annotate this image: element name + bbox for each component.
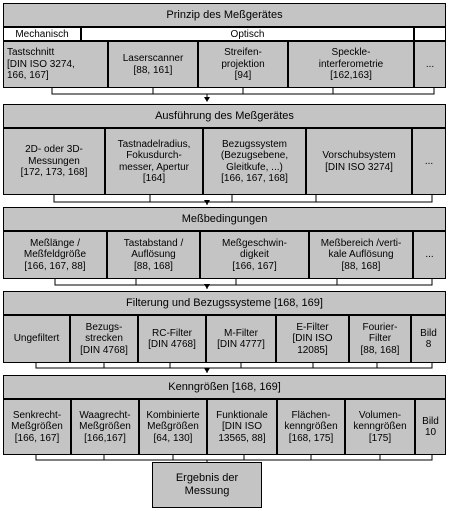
arrow-4 [204, 368, 210, 373]
cell-rc-filter: RC-Filter [DIN 4768] [138, 315, 206, 363]
result-box: Ergebnis der Messung [152, 462, 262, 508]
cell-ungefiltert: Ungefiltert [3, 315, 70, 363]
bracket-5 [36, 455, 432, 460]
block4-header: Filterung und Bezugssysteme [168, 169] [3, 291, 446, 315]
cell-senkrecht: Senkrecht- Meßgrößen [166, 167] [3, 399, 71, 455]
cell-funktionale: Funktionale [DIN ISO 13565, 88] [207, 399, 277, 455]
cell-m-filter: M-Filter [DIN 4777] [206, 315, 276, 363]
cell-messbereich: Meßbereich /verti- kale Auflösung [88, 168] [309, 231, 413, 279]
cell-bild-8: Bild 8 [411, 315, 446, 363]
cell-tastschnitt: Tastschnitt [DIN ISO 3274, 166, 167] [3, 41, 108, 88]
bracket-3 [55, 279, 432, 285]
cell-laserscanner: Laserscanner [88, 161] [108, 41, 198, 88]
group-mechanisch: Mechanisch [3, 27, 81, 41]
block1-header: Prinzip des Meßgerätes [3, 3, 446, 27]
cell-streifenprojektion: Streifen- projektion [94] [198, 41, 288, 88]
cell-more-3: ... [413, 231, 446, 279]
cell-fourier-filter: Fourier- Filter [88, 168] [349, 315, 411, 363]
cell-e-filter: E-Filter [DIN ISO 12085] [276, 315, 349, 363]
cell-2d3d: 2D- oder 3D- Messungen [172, 173, 168] [3, 128, 105, 195]
cell-more-1: ... [414, 41, 446, 88]
cell-bezugsstrecken: Bezugs- strecken [DIN 4768] [70, 315, 138, 363]
cell-bezugssystem: Bezugssystem (Bezugsebene, Gleitkufe, ...) [166, 167, 168] [203, 128, 306, 195]
block2-header: Ausführung des Meßgerätes [3, 104, 446, 128]
group-empty [414, 27, 446, 41]
cell-messlaenge: Meßlänge / Meßfeldgröße [166, 167, 88] [3, 231, 107, 279]
cell-tastnadelradius: Tastnadelradius, Fokusdurch- messer, Apertur [164] [105, 128, 203, 195]
cell-bild-10: Bild 10 [415, 399, 446, 455]
cell-flaechenkenngroessen: Flächen- kenngrößen [168, 175] [277, 399, 345, 455]
cell-speckle: Speckle- interferometrie [162,163] [288, 41, 414, 88]
group-optisch: Optisch [81, 27, 414, 41]
cell-waagrecht: Waagrecht- Meßgrößen [166,167] [71, 399, 139, 455]
cell-more-2: ... [412, 128, 446, 195]
block3-header: Meßbedingungen [3, 207, 446, 231]
bracket-2 [54, 195, 432, 202]
arrow-1 [204, 97, 210, 102]
cell-vorschubsystem: Vorschubsystem [DIN ISO 3274] [306, 128, 412, 195]
arrow-3 [204, 284, 210, 289]
bracket-4 [36, 363, 432, 368]
cell-tastabstand: Tastabstand / Auflösung [88, 168] [107, 231, 200, 279]
bracket-1 [52, 88, 434, 94]
cell-volumenkenngroessen: Volumen- kenngrößen [175] [345, 399, 415, 455]
cell-messgeschwindigkeit: Meßgeschwin- digkeit [166, 167] [200, 231, 309, 279]
block5-header: Kenngrößen [168, 169] [3, 375, 446, 399]
cell-kombinierte: Kombinierte Meßgrößen [64, 130] [139, 399, 207, 455]
